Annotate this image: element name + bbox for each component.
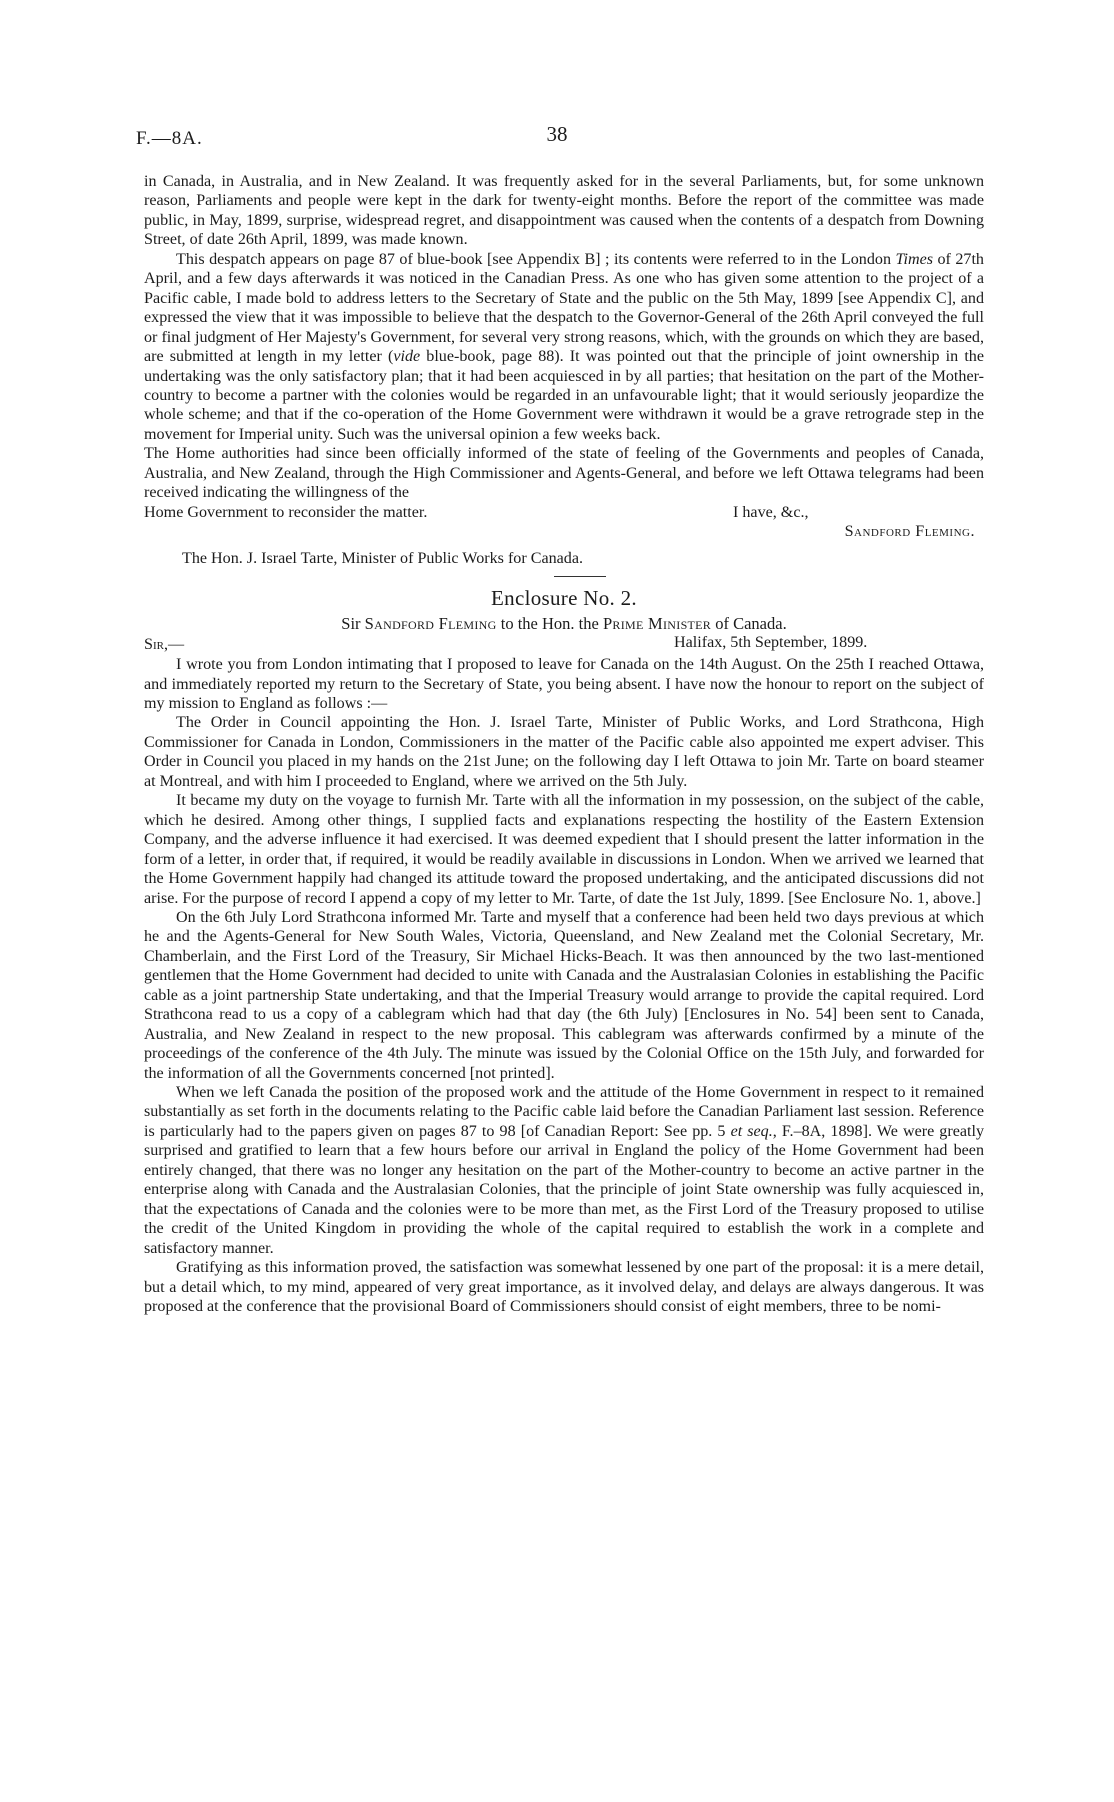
place-date: Halifax, 5th September, 1899. — [674, 634, 868, 652]
vide-italic: vide — [393, 348, 421, 366]
sender-name: Sandford Fleming — [364, 613, 497, 633]
page-header — [136, 122, 978, 152]
complimentary-close: I have, &c., — [733, 503, 809, 521]
paragraph-text: This despatch appears on page 87 of blue-book [see Appendix B] ; its contents were referred to in the London — [176, 250, 891, 268]
paragraph-text: blue-book, page 88). It was pointed out that the principle of joint ownership in the undertaking was the only satisfactory plan; that it had been acquiesced in by all parties; that hesitation on the part of the Mother-country to become a partner with the colonies would be regarded in an unfavourable light; that it would seriously jeopardize the whole scheme; and that if the co-operation of the Home Government were withdrawn it would be a grave retrograde step in the movement for Imperial unity. Such was the universal opinion a few weeks back. — [144, 348, 984, 443]
paragraph: Gratifying as this information proved, the satisfaction was somewhat lessened by one part of the proposal: it is a mere detail, but a detail which, to my mind, appeared of very great importance, as it involved delay, and delays are always dangerous. It was proposed at the conference that the provisional Board of Commissioners should consist of eight members, three to be nomi- — [144, 1259, 984, 1316]
subtitle-text: Sir — [341, 613, 365, 633]
salutation-row — [144, 633, 984, 655]
et-seq-italic: et seq. — [730, 1122, 773, 1140]
subtitle-text: of Canada. — [711, 613, 787, 633]
paragraph: The Home authorities had since been officially informed of the state of feeling of the Governments and peoples of Canada, Australia, and New Zealand, through the High Commissioner and Agents-General, and before we left Ottawa telegrams had been received indicating the willingness of the — [144, 445, 984, 502]
paragraph — [144, 250, 984, 445]
paragraph-text: When we left Canada the position of the proposed work and the attitude of the Home Government in respect to it remained substantially as set forth in the documents relating to the Pacific cable laid before the Canadian Parliament last session. Reference is particularly had to the papers given on pages 87 to 98 [of Canadian Report: See pp. 5 — [144, 1084, 984, 1140]
paragraph: The Order in Council appointing the Hon. J. Israel Tarte, Minister of Public Works, and Lord Strathcona, High Commissioner for Canada in London, Commissioners in the matter of the Pacific cable also appointed me expert adviser. This Order in Council you placed in my hands on the 21st June; on the following day I left Ottawa to join Mr. Tarte on board steamer at Montreal, and with him I proceeded to England, where we arrived on the 5th July. — [144, 714, 984, 790]
closing-line: Home Government to reconsider the matter. — [144, 503, 428, 521]
text-column — [144, 172, 984, 1316]
section-divider — [554, 576, 606, 577]
signature: Sandford Fleming. — [844, 522, 975, 540]
paragraph: It became my duty on the voyage to furnish Mr. Tarte with all the information in my possession, on the subject of the cable, which he desired. Among other things, I supplied facts and explanations respecting the hostility of the Eastern Extension Company, and the adverse influence it had exercised. It was deemed expedient that I should present the latter information in the form of a letter, in order that, if required, it would be readily available in discussions in London. When we arrived we learned that the Home Government happily had changed its attitude toward the proposed undertaking, and the anticipated discussions did not arise. For the purpose of record I append a copy of my letter to Mr. Tarte, of date the 1st July, 1899. [See Enclosure No. 1, above.] — [144, 792, 984, 907]
letter-closing — [144, 503, 984, 543]
page-number: 38 — [546, 122, 568, 146]
paragraph: I wrote you from London intimating that I proposed to leave for Canada on the 14th August. On the 25th I reached Ottawa, and immediately reported my return to the Secretary of State, you being absent. I have now the honour to report on the subject of my mission to England as follows :— — [144, 656, 984, 712]
salutation: Sir,— — [144, 636, 185, 654]
paragraph — [144, 1083, 984, 1258]
paragraph-text: , F.–8A, 1898]. We were greatly surprised and gratified to learn that a few hours before our arrival in England the policy of the Home Government had been entirely changed, that there was no longer any hesitation on the part of the Mother-country to become an active partner in the enterprise along with Canada and the Australasian Colonies, that the principle of joint State ownership was fully acquiesced in, that the expectations of Canada and the colonies were to be more than met, as the First Lord of the Treasury proposed to utilise the credit of the United Kingdom in providing the whole of the capital required to establish the work in a complete and satisfactory manner. — [144, 1122, 984, 1257]
addressee: The Hon. J. Israel Tarte, Minister of Public Works for Canada. — [182, 549, 584, 567]
newspaper-title: Times — [895, 250, 934, 268]
paragraph: in Canada, in Australia, and in New Zealand. It was frequently asked for in the several Parliaments, but, for some unknown reason, Parliaments and people were kept in the dark for twenty-eight months. Before the report of the committee was made public, in May, 1899, surprise, widespread regret, and disappointment was caused when the contents of a despatch from Downing Street, of date 26th April, 1899, was made known. — [144, 173, 984, 249]
enclosure-title: Enclosure No. 2. — [491, 586, 637, 611]
enclosure-subtitle — [144, 614, 984, 633]
document-reference: F.—8A. — [136, 128, 203, 149]
paragraph-text: of 27th April, and a few days afterwards it was noticed in the Canadian Press. As one who has given some attention to the project of a Pacific cable, I made bold to address letters to the Secretary of State and the public on the 5th May, 1899 [see Appendix C], and expressed the view that it was impossible to believe that the despatch to the Governor-General of the 26th April conveyed the full or final judgment of Her Majesty's Government, for several very strong reasons, which, with the grounds on which they are based, are submitted at length in my letter ( — [144, 250, 984, 366]
paragraph: On the 6th July Lord Strathcona informed Mr. Tarte and myself that a conference had been held two days previous at which he and the Agents-General for New South Wales, Victoria, Queensland, and New Zealand met the Colonial Secretary, Mr. Chamberlain, and the First Lord of the Treasury, Sir Michael Hicks-Beach. It was then announced by the two last-mentioned gentlemen that the Home Government had decided to unite with Canada and the Australasian Colonies in establishing the Pacific cable as a joint partnership State undertaking, and that the Imperial Treasury would arrange to provide the capital required. Lord Strathcona read to us a copy of a cablegram which had that day (the 6th July) [Enclosures in No. 54] been sent to Canada, Australia, and New Zealand in respect to the new proposal. This cablegram was afterwards confirmed by a minute of the proceedings of the conference of the 4th July. The minute was issued by the Colonial Office on the 15th July, and forwarded for the information of all the Governments concerned [not printed]. — [144, 908, 984, 1082]
subtitle-text: to the Hon. the — [496, 613, 603, 633]
recipient-office: Prime Minister — [602, 613, 712, 633]
